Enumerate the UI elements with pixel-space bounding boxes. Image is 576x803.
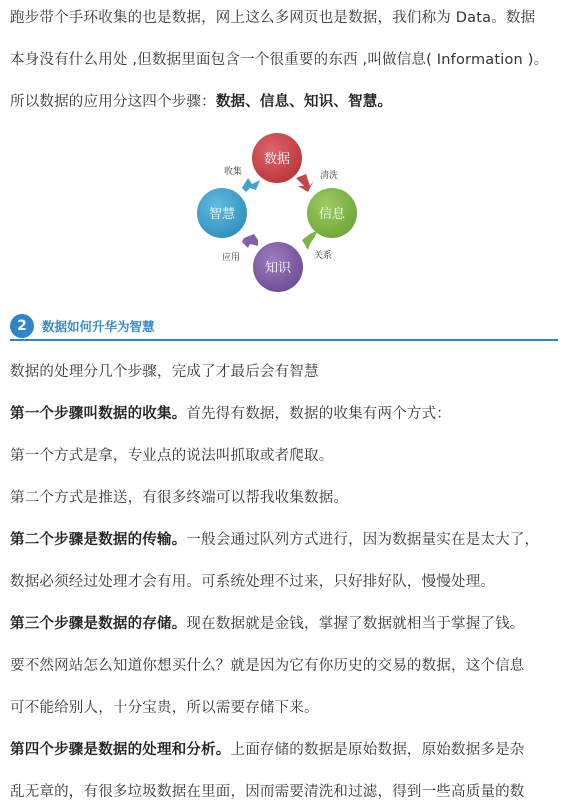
section-divider	[10, 339, 558, 341]
step-text: 现在数据就是金钱，掌握了数据就相当于掌握了钱。	[186, 616, 525, 632]
node-information-label: 信息	[318, 207, 346, 222]
body-line: 数据必须经过处理才会有用。可系统处理不过来，只好排好队，慢慢处理。	[10, 574, 496, 590]
body-line	[10, 404, 570, 424]
arrow-label-collect: 收集	[224, 167, 243, 177]
arrow-relation-icon	[302, 230, 318, 250]
body-line: 第二个方式是推送，有很多终端可以帮我收集数据。	[10, 490, 349, 506]
step-heading: 第二个步骤是数据的传输。	[10, 532, 187, 548]
dikw-cycle-diagram	[186, 128, 398, 298]
arrow-clean-icon	[296, 174, 314, 192]
section-number-badge: 2	[10, 314, 34, 338]
node-knowledge	[253, 242, 303, 292]
paragraph-line: 本身没有什么用处 ,但数据里面包含一个很重要的东西 ,叫做信息( Information )。	[10, 52, 549, 68]
node-data-label: 数据	[263, 152, 291, 167]
step-heading: 第一个步骤叫数据的收集。	[10, 406, 187, 422]
paragraph-lead-text: 所以数据的应用分这四个步骤：	[10, 94, 216, 110]
paragraph-bold-text: 数据、信息、知识、智慧。	[215, 94, 393, 110]
paragraph-line: 跑步带个手环收集的也是数据，网上这么多网页也是数据，我们称为 Data。数据	[10, 10, 536, 26]
section-heading	[10, 314, 558, 340]
node-information	[307, 188, 357, 238]
step-text: 首先得有数据，数据的收集有两个方式：	[186, 406, 452, 422]
node-wisdom	[197, 188, 247, 238]
arrow-label-relation: 关系	[314, 251, 333, 261]
node-knowledge-label: 知识	[264, 261, 292, 276]
paragraph-line	[10, 92, 570, 112]
body-line: 可不能给别人，十分宝贵，所以需要存储下来。	[10, 700, 319, 716]
body-line	[10, 740, 570, 760]
arrow-label-apply: 应用	[222, 253, 241, 263]
step-heading: 第三个步骤是数据的存储。	[10, 616, 187, 632]
body-line	[10, 530, 570, 550]
arrow-label-clean: 清洗	[320, 171, 339, 181]
body-line: 要不然网站怎么知道你想买什么？就是因为它有你历史的交易的数据，这个信息	[10, 658, 525, 674]
arrow-apply-icon	[242, 234, 258, 248]
body-line: 第一个方式是拿，专业点的说法叫抓取或者爬取。	[10, 448, 334, 464]
body-line	[10, 614, 570, 634]
body-line: 乱无章的，有很多垃圾数据在里面，因而需要清洗和过滤，得到一些高质量的数	[10, 784, 525, 800]
step-text: 上面存储的数据是原始数据，原始数据多是杂	[230, 742, 525, 758]
node-wisdom-label: 智慧	[208, 207, 236, 222]
body-line: 数据的处理分几个步骤，完成了才最后会有智慧	[10, 364, 319, 380]
arrow-collect-icon	[242, 178, 260, 192]
step-text: 一般会通过队列方式进行，因为数据量实在是太大了，	[186, 532, 540, 548]
node-data	[252, 133, 302, 183]
step-heading: 第四个步骤是数据的处理和分析。	[10, 742, 231, 758]
section-title: 数据如何升华为智慧	[42, 319, 155, 334]
